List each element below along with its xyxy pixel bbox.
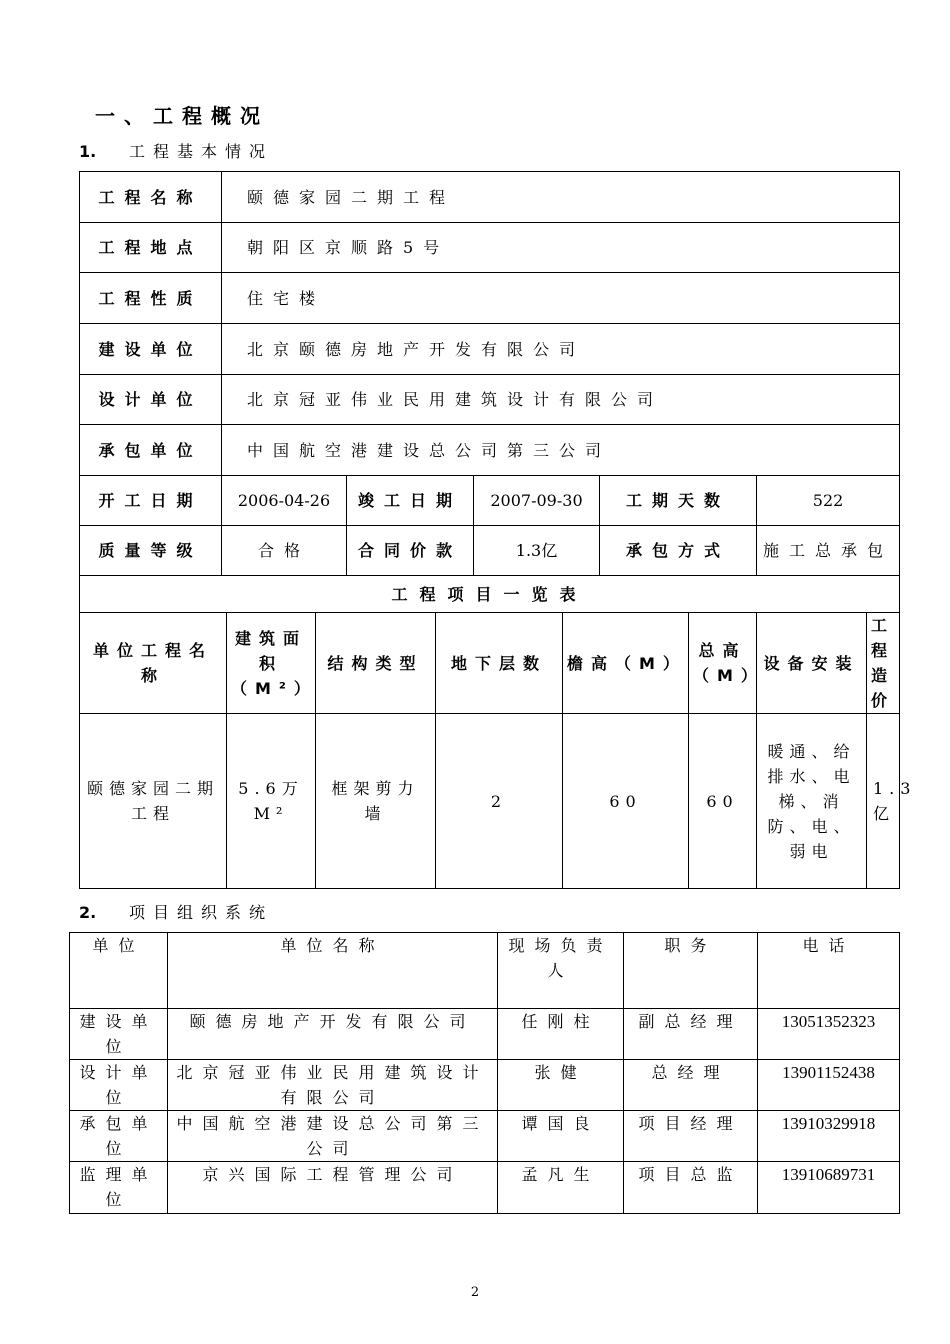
org-position: 项目总监 <box>624 1162 758 1214</box>
finish-value: 2007-09-30 <box>474 476 600 526</box>
org-col-unit-name: 单位名称 <box>168 933 498 1009</box>
section-title: 一、工程概况 <box>95 104 269 128</box>
org-col-manager: 现场负责人 <box>498 933 624 1009</box>
name-value: 颐德家园二期工程 <box>222 172 900 223</box>
org-position: 总经理 <box>624 1060 758 1111</box>
owner-value: 北京颐德房地产开发有限公司 <box>222 324 900 375</box>
project-area-cell: 5.6万M² <box>227 714 316 889</box>
price-label: 合同价款 <box>347 526 474 576</box>
subsection-basic <box>79 139 273 162</box>
subsection-label: 工程基本情况 <box>129 142 274 161</box>
name-label: 工程名称 <box>80 172 222 223</box>
project-structure-cell: 框架剪力墙 <box>316 714 436 889</box>
col-equipment: 设备安装 <box>757 613 867 714</box>
org-unit: 承包单位 <box>70 1111 168 1162</box>
quality-value: 合格 <box>222 526 347 576</box>
basic-info-table <box>79 171 917 889</box>
col-unit-name: 单位工程名称 <box>80 613 227 714</box>
org-phone: 13910329918 <box>758 1111 900 1162</box>
designer-value: 北京冠亚伟业民用建筑设计有限公司 <box>222 375 900 425</box>
project-equipment-cell: 暖通、给排水、电梯、消防、电、弱电 <box>757 714 867 889</box>
finish-label: 竣工日期 <box>347 476 474 526</box>
project-eave-cell: 60 <box>563 714 689 889</box>
col-area: 建筑面积（M²） <box>227 613 316 714</box>
subsection-number: 2. <box>79 903 97 922</box>
col-eave-height: 檐高（M） <box>563 613 689 714</box>
org-unit: 监理单位 <box>70 1162 168 1214</box>
table-row <box>70 1162 900 1214</box>
mode-value: 施工总承包 <box>757 526 900 576</box>
org-col-unit: 单位 <box>70 933 168 1009</box>
start-value: 2006-04-26 <box>222 476 347 526</box>
designer-label: 设计单位 <box>80 375 222 425</box>
contractor-value: 中国航空港建设总公司第三公司 <box>222 425 900 476</box>
org-table <box>69 932 900 1214</box>
col-structure: 结构类型 <box>316 613 436 714</box>
col-basement: 地下层数 <box>436 613 563 714</box>
org-manager: 张健 <box>498 1060 624 1111</box>
table-row <box>70 1060 900 1111</box>
org-col-position: 职务 <box>624 933 758 1009</box>
table-row <box>70 1009 900 1060</box>
org-unit: 建设单位 <box>70 1009 168 1060</box>
contractor-label: 承包单位 <box>80 425 222 476</box>
org-position: 项目经理 <box>624 1111 758 1162</box>
col-total-height: 总高（M） <box>689 613 757 714</box>
org-phone: 13901152438 <box>758 1060 900 1111</box>
project-total-height-cell: 60 <box>689 714 757 889</box>
project-name-cell: 颐德家园二期工程 <box>80 714 227 889</box>
subsection-org <box>79 900 273 923</box>
start-label: 开工日期 <box>80 476 222 526</box>
site-label: 工程地点 <box>80 223 222 273</box>
org-unit-name: 颐德房地产开发有限公司 <box>168 1009 498 1060</box>
col-cost: 工程造价 <box>867 613 900 714</box>
subsection-label: 项目组织系统 <box>129 903 274 922</box>
org-phone: 13910689731 <box>758 1162 900 1214</box>
org-unit-name: 京兴国际工程管理公司 <box>168 1162 498 1214</box>
site-value: 朝阳区京顺路5号 <box>222 223 900 273</box>
org-position: 副总经理 <box>624 1009 758 1060</box>
org-col-phone: 电话 <box>758 933 900 1009</box>
org-manager: 孟凡生 <box>498 1162 624 1214</box>
org-manager: 任刚柱 <box>498 1009 624 1060</box>
mode-label: 承包方式 <box>600 526 757 576</box>
org-unit: 设计单位 <box>70 1060 168 1111</box>
price-value: 1.3亿 <box>474 526 600 576</box>
nature-value: 住宅楼 <box>222 273 900 324</box>
quality-label: 质量等级 <box>80 526 222 576</box>
days-value: 522 <box>757 476 900 526</box>
org-unit-name: 中国航空港建设总公司第三公司 <box>168 1111 498 1162</box>
org-unit-name: 北京冠亚伟业民用建筑设计有限公司 <box>168 1060 498 1111</box>
nature-label: 工程性质 <box>80 273 222 324</box>
org-phone: 13051352323 <box>758 1009 900 1060</box>
org-manager: 谭国良 <box>498 1111 624 1162</box>
page-number: 2 <box>470 1285 480 1300</box>
project-basement-cell: 2 <box>436 714 563 889</box>
subsection-number: 1. <box>79 142 97 161</box>
table-row <box>70 1111 900 1162</box>
owner-label: 建设单位 <box>80 324 222 375</box>
project-list-title: 工程项目一览表 <box>80 576 900 613</box>
project-cost-cell: 1.3亿 <box>867 714 900 889</box>
days-label: 工期天数 <box>600 476 757 526</box>
